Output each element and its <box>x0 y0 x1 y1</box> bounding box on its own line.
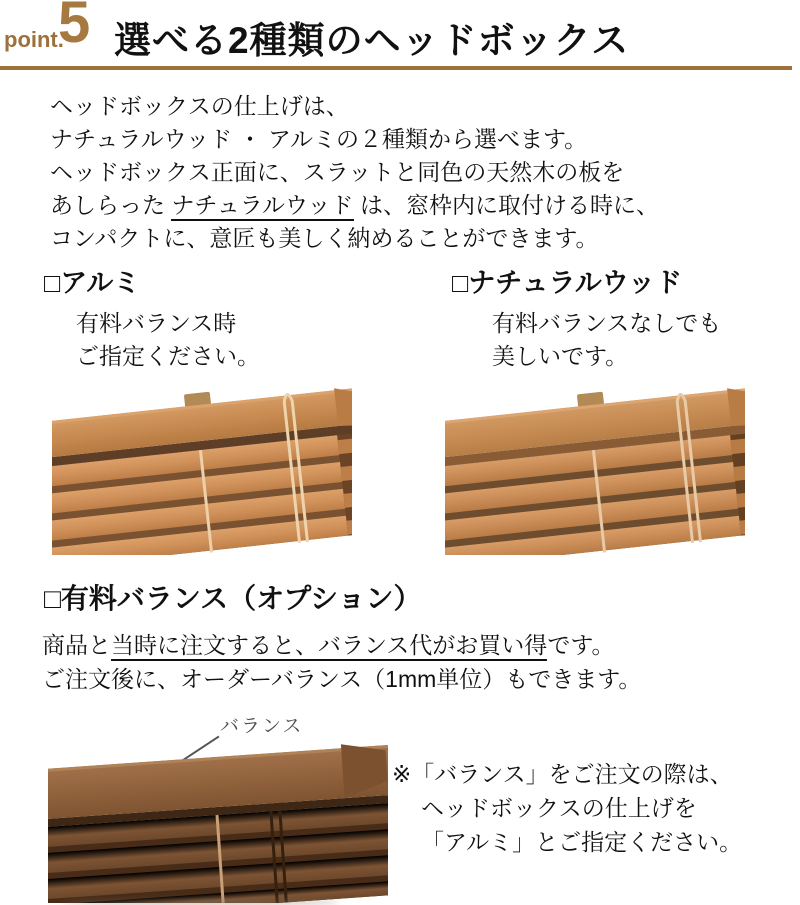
aluminum-heading: □アルミ <box>44 268 141 298</box>
aluminum-note-line: 有料バランス時 <box>76 310 237 336</box>
aluminum-note-line: ご指定ください。 <box>76 343 260 369</box>
valance-text-line <box>42 628 641 662</box>
order-note-line: ヘッドボックスの仕上げを <box>421 795 697 821</box>
valance-figure-label: バランス <box>220 716 304 737</box>
valance-underlined-phrase: 当時に注文すると、バランス代がお買い得 <box>111 632 547 661</box>
valance-line-segment: 商品と <box>42 632 111 658</box>
intro-underlined-term: ナチュラルウッド <box>171 192 353 221</box>
natural-wood-note-line: 美しいです。 <box>492 343 629 369</box>
header-rule <box>0 66 792 70</box>
intro-line-segment: あしらった <box>50 192 172 218</box>
intro-line-segment: は、窓枠内に取付ける時に、 <box>353 192 659 218</box>
natural-wood-blind-image <box>445 383 745 555</box>
intro-line <box>50 189 659 222</box>
page-title: 選べる2種類のヘッドボックス <box>114 20 630 61</box>
valance-figure <box>48 703 396 905</box>
aluminum-blind-image <box>52 383 352 555</box>
aluminum-note <box>76 307 260 373</box>
valance-blind-image <box>48 741 388 903</box>
natural-wood-heading: □ナチュラルウッド <box>452 268 683 298</box>
intro-line: ナチュラルウッド ・ アルミの２種類から選べます。 <box>50 126 588 152</box>
order-note-line: 「アルミ」とご指定ください。 <box>421 829 743 855</box>
valance-text <box>42 628 641 696</box>
valance-text-line: ご注文後に、オーダーバランス（1mm単位）もできます。 <box>42 666 642 692</box>
valance-heading: □有料バランス（オプション） <box>44 583 422 614</box>
valance-order-note <box>392 757 742 859</box>
intro-line: ヘッドボックスの仕上げは、 <box>50 93 349 119</box>
blind-floor-shadow <box>60 899 340 905</box>
order-note-line: ※「バランス」をご注文の際は、 <box>392 761 733 787</box>
point-number: 5 <box>58 0 91 55</box>
intro-line: コンパクトに、意匠も美しく納めることができます。 <box>50 225 599 251</box>
valance-line-segment: です。 <box>547 632 615 658</box>
natural-wood-note <box>492 307 721 373</box>
point-label: point. <box>4 27 64 52</box>
intro-line: ヘッドボックス正面に、スラットと同色の天然木の板を <box>50 159 625 185</box>
natural-wood-note-line: 有料バランスなしでも <box>492 310 722 336</box>
intro-paragraph <box>50 90 659 255</box>
